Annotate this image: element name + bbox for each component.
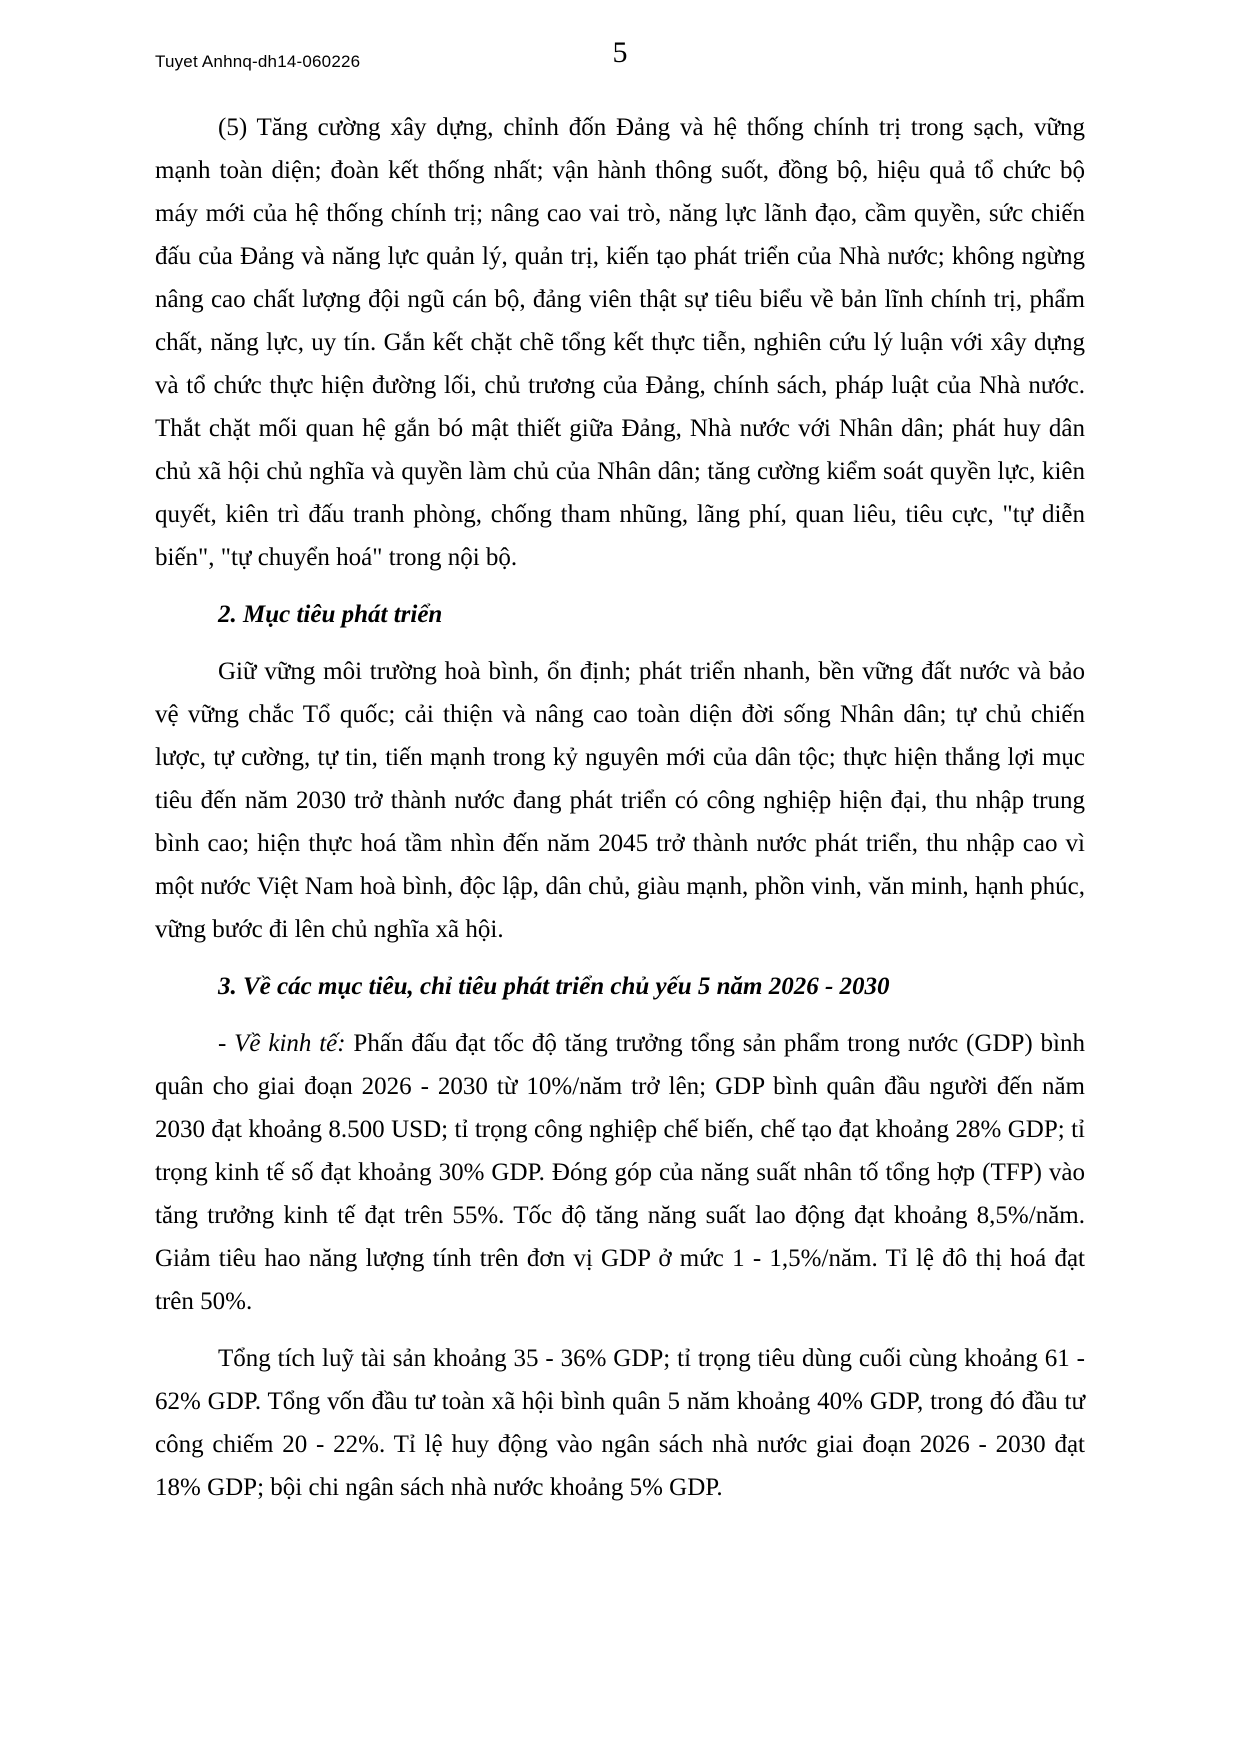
paragraph: Tổng tích luỹ tài sản khoảng 35 - 36% GDP; tỉ trọng tiêu dùng cuối cùng khoảng 61 - 62% GDP. Tổng vốn đầu tư toàn xã hội bình quân 5 năm khoảng 40% GDP, trong đó đầu tư công chiếm 20 - 22%. Tỉ lệ huy động vào ngân sách nhà nước giai đoạn 2026 - 2030 đạt 18% GDP; bội chi ngân sách nhà nước khoảng 5% GDP. <box>155 1345 1085 1501</box>
page-header <box>155 36 1085 82</box>
section-heading: 3. Về các mục tiêu, chỉ tiêu phát triển chủ yếu 5 năm 2026 - 2030 <box>218 973 890 1000</box>
document-body <box>155 106 1085 1509</box>
italic-lead: - Về kinh tế: <box>218 1030 346 1057</box>
paragraph: - Về kinh tế: Phấn đấu đạt tốc độ tăng trưởng tổng sản phẩm trong nước (GDP) bình quân cho giai đoạn 2026 - 2030 từ 10%/năm trở lên; GDP bình quân đầu người đến năm 2030 đạt khoảng 8.500 USD; tỉ trọng công nghiệp chế biến, chế tạo đạt khoảng 28% GDP; tỉ trọng kinh tế số đạt khoảng 30% GDP. Đóng góp của năng suất nhân tố tổng hợp (TFP) vào tăng trưởng kinh tế đạt trên 55%. Tốc độ tăng năng suất lao động đạt khoảng 8,5%/năm. Giảm tiêu hao năng lượng tính trên đơn vị GDP ở mức 1 - 1,5%/năm. Tỉ lệ đô thị hoá đạt trên 50%. <box>155 1030 1085 1315</box>
paragraph: (5) Tăng cường xây dựng, chỉnh đốn Đảng và hệ thống chính trị trong sạch, vững mạnh toàn diện; đoàn kết thống nhất; vận hành thông suốt, đồng bộ, hiệu quả tổ chức bộ máy mới của hệ thống chính trị; nâng cao vai trò, năng lực lãnh đạo, cầm quyền, sức chiến đấu của Đảng và năng lực quản lý, quản trị, kiến tạo phát triển của Nhà nước; không ngừng nâng cao chất lượng đội ngũ cán bộ, đảng viên thật sự tiêu biểu về bản lĩnh chính trị, phẩm chất, năng lực, uy tín. Gắn kết chặt chẽ tổng kết thực tiễn, nghiên cứu lý luận với xây dựng và tổ chức thực hiện đường lối, chủ trương của Đảng, chính sách, pháp luật của Nhà nước. Thắt chặt mối quan hệ gắn bó mật thiết giữa Đảng, Nhà nước với Nhân dân; phát huy dân chủ xã hội chủ nghĩa và quyền làm chủ của Nhân dân; tăng cường kiểm soát quyền lực, kiên quyết, kiên trì đấu tranh phòng, chống tham nhũng, lãng phí, quan liêu, tiêu cực, "tự diễn biến", "tự chuyển hoá" trong nội bộ. <box>155 114 1085 571</box>
section-heading: 2. Mục tiêu phát triển <box>218 601 443 628</box>
paragraph: Giữ vững môi trường hoà bình, ổn định; phát triển nhanh, bền vững đất nước và bảo vệ vững chắc Tổ quốc; cải thiện và nâng cao toàn diện đời sống Nhân dân; tự chủ chiến lược, tự cường, tự tin, tiến mạnh trong kỷ nguyên mới của dân tộc; thực hiện thắng lợi mục tiêu đến năm 2030 trở thành nước đang phát triển có công nghiệp hiện đại, thu nhập trung bình cao; hiện thực hoá tầm nhìn đến năm 2045 trở thành nước phát triển, thu nhập cao vì một nước Việt Nam hoà bình, độc lập, dân chủ, giàu mạnh, phồn vinh, văn minh, hạnh phúc, vững bước đi lên chủ nghĩa xã hội. <box>155 658 1085 943</box>
page-number: 5 <box>612 36 628 69</box>
header-author-label: Tuyet Anhnq-dh14-060226 <box>155 52 361 71</box>
